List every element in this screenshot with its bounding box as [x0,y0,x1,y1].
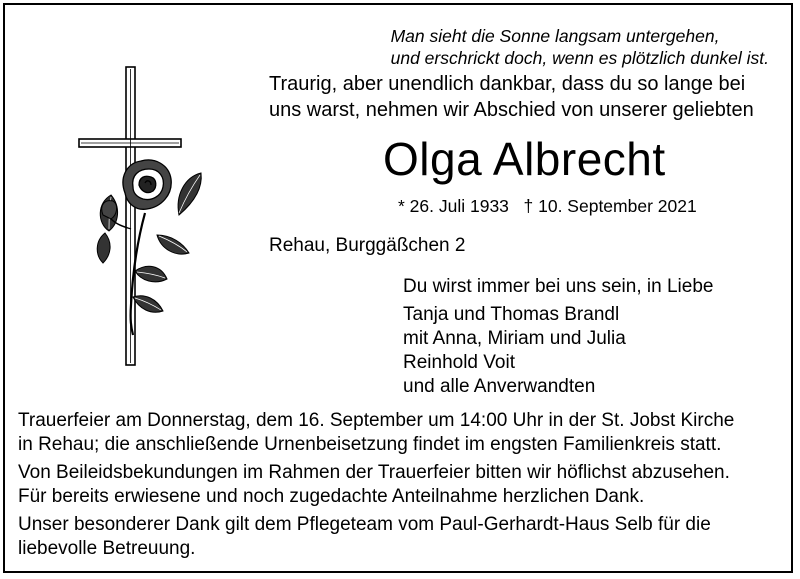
birth-date: * 26. Juli 1933 [398,196,509,216]
address: Rehau, Burggäßchen 2 [269,235,466,256]
death-date: † 10. September 2021 [523,196,697,216]
mourner-name: Tanja und Thomas Brandl [403,304,620,325]
life-dates [398,195,697,217]
intro-text [269,71,754,123]
mourner-name: Reinhold Voit [403,352,515,373]
deceased-name: Olga Albrecht [383,133,666,185]
funeral-info [18,409,788,457]
funeral-line: Trauerfeier am Donnerstag, dem 16. September um 14:00 Uhr in der St. Jobst Kirche [18,410,735,431]
intro-line: Traurig, aber unendlich dankbar, dass du so lange bei [269,73,746,95]
condolences-line: Von Beileidsbekundungen im Rahmen der Trauerfeier bitten wir höflichst abzusehen. [18,462,730,483]
intro-line: uns warst, nehmen wir Abschied von unserer geliebten [269,99,754,121]
obituary-notice [3,3,793,573]
poem [391,25,769,69]
cross-with-rose-icon [75,65,205,367]
mourners [403,275,713,399]
footer-text [18,409,788,565]
condolences-line: Für bereits erwiesene und noch zugedachte Anteilnahme herzlichen Dank. [18,486,645,507]
mourner-name: mit Anna, Miriam und Julia [403,328,626,349]
mourner-name: und alle Anverwandten [403,376,596,397]
condolences-info [18,461,788,509]
funeral-line: in Rehau; die anschließende Urnenbeisetzung findet im engsten Familienkreis statt. [18,434,722,455]
poem-line: und erschrickt doch, wenn es plötzlich dunkel ist. [390,48,769,68]
thanks-line: liebevolle Betreuung. [18,538,196,559]
mourners-heading: Du wirst immer bei uns sein, in Liebe [403,276,714,297]
thanks-info [18,513,788,561]
poem-line: Man sieht die Sonne langsam untergehen, [390,26,720,46]
thanks-line: Unser besonderer Dank gilt dem Pflegeteam vom Paul-Gerhardt-Haus Selb für die [18,514,711,535]
